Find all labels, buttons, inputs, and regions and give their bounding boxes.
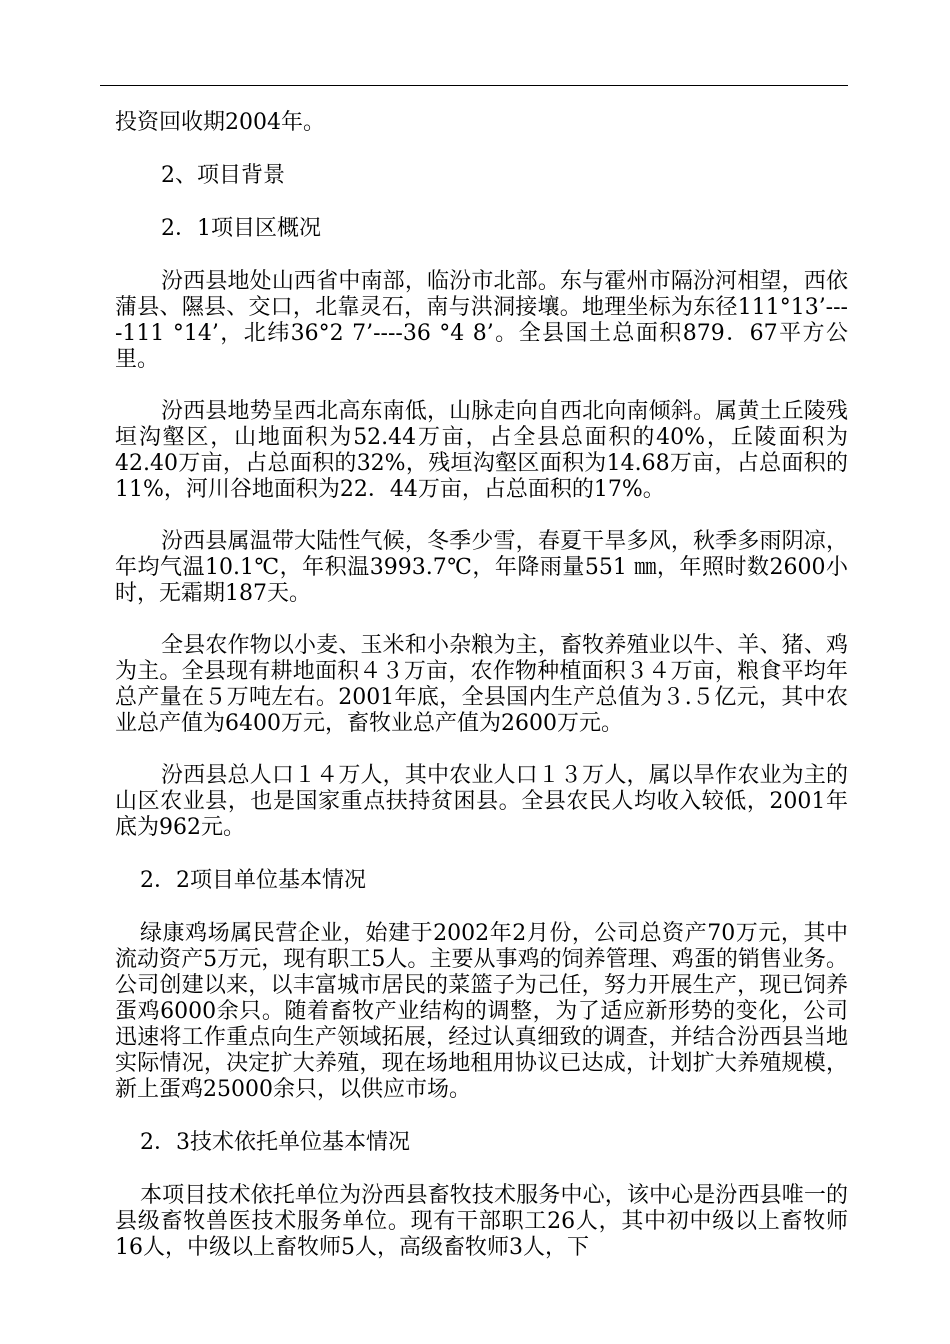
paragraph-terrain: 汾西县地势呈西北高东南低，山脉走向自西北向南倾斜。属黄土丘陵残垣沟壑区，山地面积为52.44万亩，占全县总面积的40%，丘陵面积为42.40万亩，占总面积的32%，残垣沟壑区面积为14.68万亩，占总面积的11%，河川谷地面积为22．44万亩，占总面积的17%。 bbox=[115, 399, 848, 502]
section-heading-project-background: 2、项目背景 bbox=[161, 163, 285, 188]
section-heading-project-unit: 2．2项目单位基本情况 bbox=[140, 868, 366, 893]
paragraph-climate: 汾西县属温带大陆性气候，冬季少雪，春夏干旱多风，秋季多雨阴凉，年均气温10.1℃，年积温3993.7℃，年降雨量551 ㎜，年照时数2600小时，无霜期187天。 bbox=[115, 529, 848, 606]
investment-payback-line: 投资回收期2004年。 bbox=[115, 110, 325, 135]
section-heading-technical-support-unit: 2．3技术依托单位基本情况 bbox=[140, 1130, 410, 1155]
paragraph-technical-support-unit: 本项目技术依托单位为汾西县畜牧技术服务中心，该中心是汾西县唯一的县级畜牧兽医技术服务单位。现有干部职工26人，其中初中级以上畜牧师16人，中级以上畜牧师5人，高级畜牧师3人，下 bbox=[115, 1183, 848, 1260]
paragraph-population: 汾西县总人口１４万人，其中农业人口１３万人，属以旱作农业为主的山区农业县，也是国家重点扶持贫困县。全县农民人均收入较低，2001年底为962元。 bbox=[115, 763, 848, 840]
paragraph-project-unit: 绿康鸡场属民营企业，始建于2002年2月份，公司总资产70万元，其中流动资产5万元，现有职工5人。主要从事鸡的饲养管理、鸡蛋的销售业务。公司创建以来，以丰富城市居民的菜篮子为己任，努力开展生产，现已饲养蛋鸡6000余只。随着畜牧产业结构的调整，为了适应新形势的变化，公司迅速将工作重点向生产领域拓展，经过认真细致的调查，并结合汾西县当地实际情况，决定扩大养殖，现在场地租用协议已达成，计划扩大养殖规模，新上蛋鸡25000余只，以供应市场。 bbox=[115, 921, 848, 1102]
paragraph-agriculture: 全县农作物以小麦、玉米和小杂粮为主，畜牧养殖业以牛、羊、猪、鸡为主。全县现有耕地面积４３万亩，农作物种植面积３４万亩，粮食平均年总产量在５万吨左右。2001年底，全县国内生产总值为３.５亿元，其中农业总产值为6400万元，畜牧业总产值为2600万元。 bbox=[115, 633, 848, 736]
header-rule bbox=[100, 85, 848, 86]
document-body bbox=[115, 110, 848, 1261]
section-heading-project-area-overview: 2．1项目区概况 bbox=[161, 216, 321, 241]
paragraph-location: 汾西县地处山西省中南部，临汾市北部。东与霍州市隔汾河相望，西依蒲县、隰县、交口，北靠灵石，南与洪洞接壤。地理坐标为东径111°13’----111 °14’，北纬36°2 7’----36 °4 8’。全县国土总面积879．67平方公里。 bbox=[115, 269, 848, 372]
